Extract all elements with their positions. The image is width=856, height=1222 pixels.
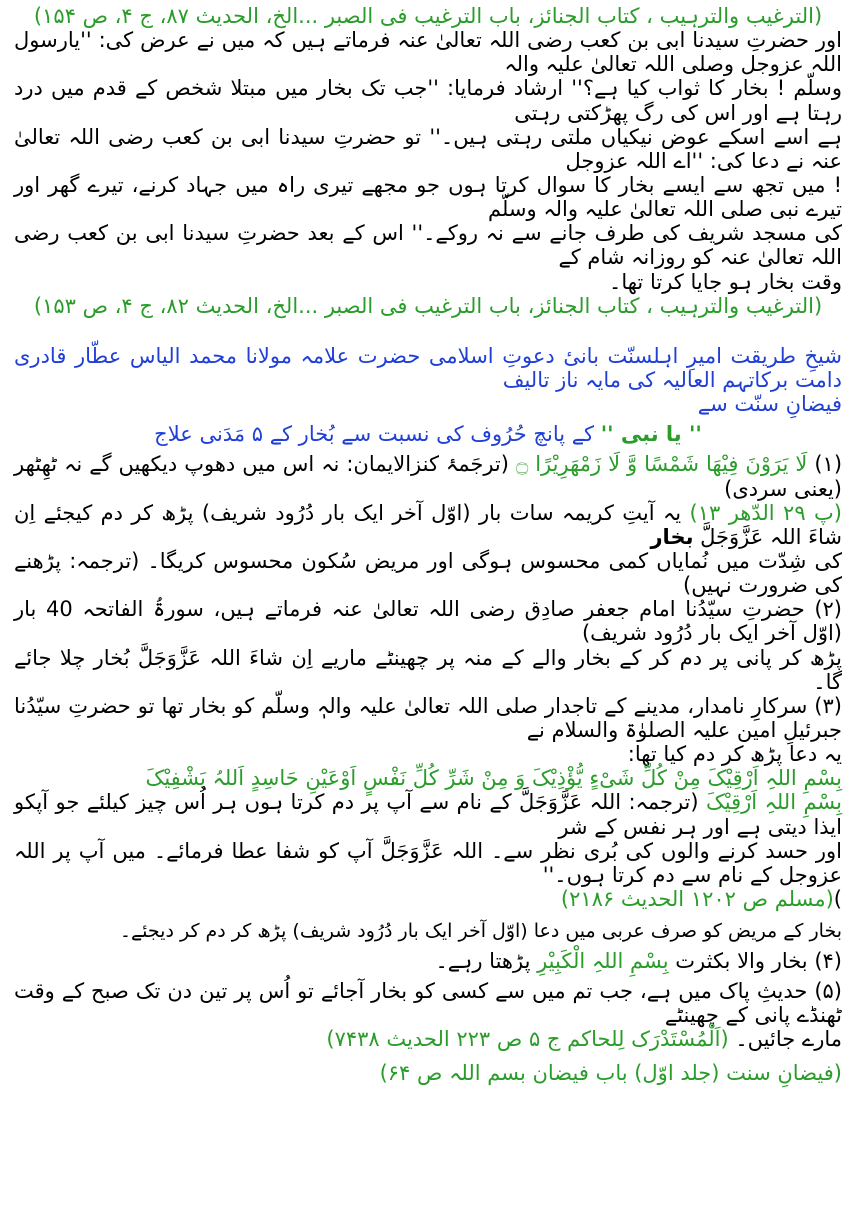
translation-text: (ترجَمۂ کنزالایمان: نہ اس میں دھوپ دیکھیں گے نہ ٹھِٹھر (یعنی سردی) (14, 452, 842, 501)
section-heading (10, 422, 846, 446)
remedy-text: یہ آیتِ کریمہ سات بار (اوّل آخر ایک بار دُرُود شریف) پڑھ کر دم کیجئے اِن شاءَ اللہ عَزَّوَجَلَّ (14, 500, 842, 549)
reference-1: (الترغیب والترہیب ، کتاب الجنائز، باب الترغیب فی الصبر ...الخ، الحدیث ۸۷، ج ۴، ص ۱۵۴) (33, 4, 823, 28)
remedy-text: پڑھتا رہے۔ (435, 948, 538, 973)
bismillah-text: بِسْمِ اللہِ الْکَبِیْرِ (537, 948, 669, 973)
paragraph-line: اور حضرتِ سیدنا ابی بن کعب رضی اللہ تعالیٰ عنہ فرماتے ہیں کہ میں نے عرض کی: ''یارسول اللہ عزوجل وصلی اللہ تعالیٰ علیہ والہ (14, 28, 842, 77)
item-number: (۱) (807, 452, 843, 477)
dua-line: بِسْمِ اللہِ اَرْقِیْکَ مِنْ کُلِّ شَیْءٍ یُّؤْذِیْکَ وَ مِنْ شَرِّ کُلِّ نَفْسٍ اَوْعَیْنِ حَاسِدٍ اَللہُ یَشْفِیْکَ (145, 766, 842, 791)
translation-line: اور حسد کرنے والوں کی بُری نظر سے۔ اللہ عَزَّوَجَلَّ آپ کو شفا عطا فرمائے۔ میں آپ پر اللہ عزوجل کے نام سے دم کرتا ہوں۔'' (14, 838, 842, 887)
dua-translation-line (10, 790, 846, 838)
remedy-4 (10, 949, 846, 973)
reference-2: (الترغیب والترہیب ، کتاب الجنائز، باب الترغیب فی الصبر ...الخ، الحدیث ۸۲، ج ۴، ص ۱۵۳) (33, 293, 823, 318)
remedy-note: بخار کے مریض کو صرف عربی میں دعا (اوّل آخر ایک بار دُرُود شریف) پڑھ کر دم کر دیجئے۔ (119, 920, 842, 943)
remedy-line (10, 501, 846, 549)
bracket: ) (833, 886, 842, 911)
reference-line (10, 887, 846, 911)
remedy-2 (10, 597, 846, 694)
remedy-line: (۲) حضرتِ سیّدُنا امام جعفر صادِق رضی اللہ تعالیٰ عنہ فرماتے ہیں، سورۃُ الفاتحہ 40 بار (اوّل آخر ایک بار دُرُود شریف) (14, 597, 842, 646)
paragraph-line: وسلّم ! بخار کا ثواب کیا ہے؟'' ارشاد فرمایا: ''جب تک بخار میں مبتلا شخص کے قدم میں درد رہتا ہے اور اس کی رگ پھڑکتی رہتی (14, 76, 842, 125)
paragraph-line: ! میں تجھ سے ایسے بخار کا سوال کرتا ہوں جو مجھے تیری راہ میں جہاد کرنے، تیرے گھر اور تیرے نبی صلی اللہ تعالیٰ علیہ والہ وسلّم (14, 172, 842, 222)
remedy-line (10, 1027, 846, 1051)
muslim-reference: (مسلم ص ۱۲۰۲ الحدیث ۲۱۸۶) (560, 886, 834, 911)
document-page (10, 4, 846, 1212)
surah-reference: (پ ۲۹ الدّھر ۱۳) (681, 500, 842, 525)
remedy-1 (10, 452, 846, 597)
remedy-line (10, 452, 846, 500)
paragraph-line: ہے اسے اسکے عوض نیکیاں ملتی رہتی ہیں۔'' تو حضرتِ سیدنا ابی بن کعب رضی اللہ تعالیٰ عنہ نے دعا کی: ''اے اللہ عزوجل (14, 124, 842, 173)
remedy-line: کی شِدّت میں نُمایاں کمی محسوس ہوگی اور مریض سُکون محسوس کریگا۔ (ترجمہ: پڑھنے کی ضرورت نہیں) (14, 548, 842, 598)
remedy-line: (۳) سرکارِ نامدار، مدینے کے تاجدار صلی اللہ تعالیٰ علیہ والہٖ وسلّم کو بخار تھا تو حضرتِ سیّدُنا جبرئیلِ امین علیہ الصلوٰۃ والسلام نے (14, 693, 842, 742)
intro-line: فیضانِ سنّت سے (697, 392, 842, 417)
remedy-line: یہ دعا پڑھ کر دم کیا تھا: (627, 742, 842, 767)
heading-rest: کے پانچ حُرُوف کی نسبت سے بُخار کے ۵ مَدَنی علاج (154, 422, 601, 447)
intro-block (10, 344, 846, 416)
remedy-3 (10, 694, 846, 911)
remedy-5 (10, 979, 846, 1051)
mustadrak-reference: (اَلْمُسْتَدْرَک لِلحاکم ج ۵ ص ۲۲۳ الحدیث ۷۴۳۸) (326, 1027, 729, 1052)
remedy-line: (۵) حدیثِ پاک میں ہے، جب تم میں سے کسی کو بخار آجائے تو اُس پر تین دن تک صبح کے وقت ٹھنڈے پانی کے چھینٹے (14, 979, 842, 1028)
remedy-text: (۴) بخار والا بکثرت (668, 948, 842, 973)
intro-line: شیخِ طریقت امیرِ اہلسنّت بانیٔ دعوتِ اسلامی حضرت علامہ مولانا محمد الیاس عطّار قادری دامت برکاتہم العالیہ کی مایہ ناز تالیف (14, 343, 842, 392)
translation-text: (ترجمہ: اللہ عَزَّوَجَلَّ کے نام سے آپ پر دم کرتا ہوں ہر اُس چیز کیلئے جو آپکو ایذا دیتی ہے اور ہر نفس کے شر (14, 790, 842, 839)
heading-ya-nabi: '' یا نبی '' (600, 422, 702, 447)
footer-reference: (فیضانِ سنت (جلد اوّل) باب فیضان بسم اللہ ص ۶۴) (379, 1061, 842, 1086)
paragraph-line: وقت بخار ہو جایا کرتا تھا۔ (609, 269, 842, 294)
remedy-line: پڑھ کر پانی پر دم کر کے بخار والے کے منہ پر چھینٹے ماریے اِن شاءَ اللہ عَزَّوَجَلَّ بُخار چلا جائے گا۔ (14, 645, 842, 694)
dua-text: بِسْمِ اللہِ اَرْقِیْکَ (706, 790, 842, 815)
paragraph-hadith (10, 28, 846, 294)
bold-word: بخار (650, 524, 694, 549)
spacer (10, 1051, 846, 1061)
paragraph-line: کی مسجد شریف کی طرف جانے سے نہ روکے۔'' اس کے بعد حضرتِ سیدنا ابی بن کعب رضی اللہ تعالیٰ عنہ کو روزانہ شام کے (14, 221, 842, 270)
spacer (10, 318, 846, 344)
remedy-text: مارے جائیں۔ (728, 1027, 842, 1052)
ayah-text: لَا یَرَوْنَ فِیْھَا شَمْسًا وَّ لَا زَمْھَرِیْرًا ۝ (515, 452, 808, 477)
